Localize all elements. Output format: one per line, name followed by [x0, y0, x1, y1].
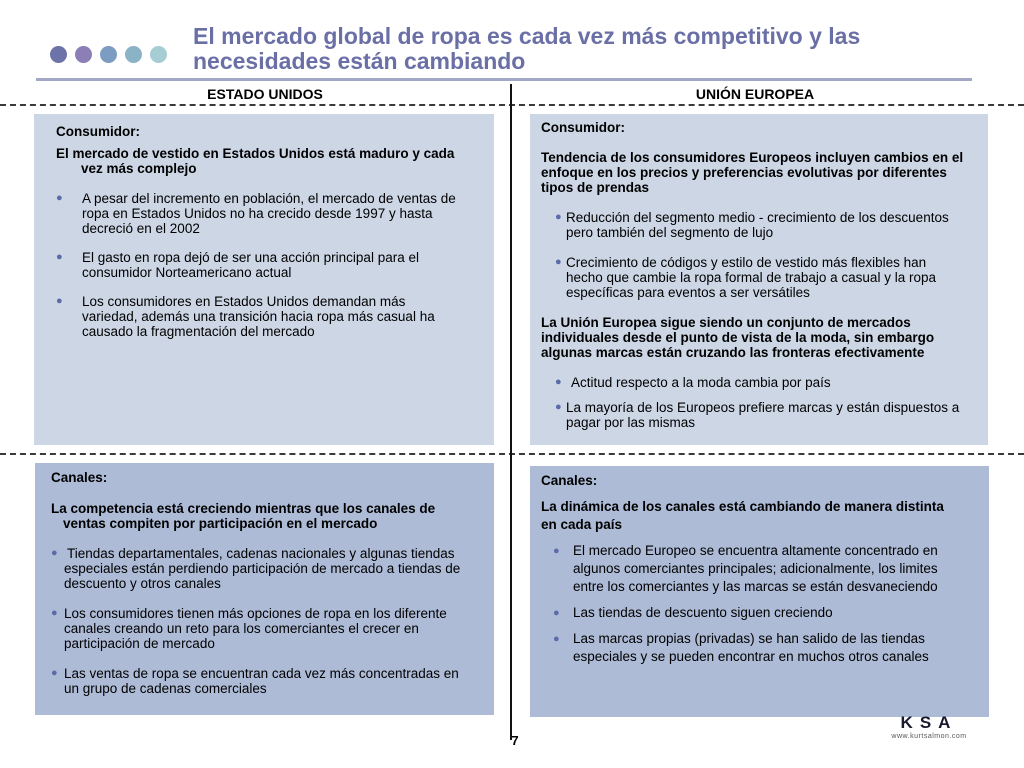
bullet-icon: ● [553, 545, 560, 557]
list-item [56, 250, 464, 280]
column-heading-us: ESTADO UNIDOS [207, 86, 323, 102]
us-consumer-lead: El mercado de vestido en Estados Unidos está maduro y cada vez más complejo [56, 146, 455, 176]
dot-4 [125, 46, 142, 63]
list-item [541, 542, 959, 596]
title-underline [36, 78, 972, 81]
bullet-icon: ● [56, 295, 63, 307]
us-channels-panel [35, 463, 494, 715]
bullet-text: Actitud respecto a la moda cambia por país [571, 375, 831, 390]
list-item [541, 255, 964, 300]
logo-mark: KSA [900, 713, 958, 732]
eu-channels-lead: La dinámica de los canales está cambiando de manera distinta en cada país [541, 499, 944, 532]
bullet-text: El gasto en ropa dejó de ser una acción principal para el consumidor Norteamericano actual [82, 250, 419, 280]
bullet-text: Los consumidores tienen más opciones de ropa en los diferente canales creando un reto para los comerciantes el crecer en participación de mercado [64, 606, 447, 651]
list-item [56, 294, 464, 339]
eu-channels-bullets [541, 542, 959, 666]
dashed-divider-middle [0, 453, 1024, 455]
us-channels-lead: La competencia está creciendo mientras que los canales de ventas compiten por participación en el mercado [51, 501, 436, 531]
bullet-icon: ● [51, 547, 58, 559]
bullet-text: Las tiendas de descuento siguen creciendo [573, 605, 833, 620]
logo-url: www.kurtsalmon.com [891, 733, 967, 740]
bullet-icon: ● [553, 607, 560, 619]
bullet-icon: ● [56, 251, 63, 263]
bullet-icon: ● [555, 211, 562, 223]
column-heading-eu: UNIÓN EUROPEA [695, 86, 815, 102]
bullet-icon: ● [555, 376, 562, 388]
list-item [541, 630, 959, 666]
us-consumer-bullets [56, 191, 464, 339]
list-item [541, 400, 964, 430]
bullet-icon: ● [555, 256, 562, 268]
page-number: 7 [511, 733, 519, 748]
eu-channels-heading: Canales: [541, 473, 598, 488]
dot-3 [100, 46, 117, 63]
us-consumer-heading: Consumidor: [56, 124, 140, 139]
list-item [541, 604, 959, 622]
us-channels-heading: Canales: [51, 470, 108, 485]
bullet-text: A pesar del incremento en población, el mercado de ventas de ropa en Estados Unidos no ha crecido desde 1997 y hasta decreció en el 2002 [82, 191, 456, 236]
list-item [56, 191, 464, 236]
bullet-text: La mayoría de los Europeos prefiere marcas y están dispuestos a pagar por las mismas [566, 400, 960, 430]
dot-2 [75, 46, 92, 63]
bullet-text: Crecimiento de códigos y estilo de vestido más flexibles han hecho que cambie la ropa formal de trabajo a casual y la ropa específicas para eventos a ser versátiles [566, 255, 936, 300]
bullet-text: El mercado Europeo se encuentra altamente concentrado en algunos comerciantes principales; adicionalmente, los limites entre los comerciantes y las marcas se están desvaneciendo [573, 543, 938, 594]
list-item [51, 546, 464, 591]
bullet-icon: ● [51, 607, 58, 619]
list-item [541, 375, 964, 390]
bullet-text: Tiendas departamentales, cadenas nacionales y algunas tiendas especiales están perdiendo participación de mercado a tiendas de descuento y otros canales [64, 546, 461, 591]
list-item [51, 666, 464, 696]
bullet-icon: ● [553, 633, 560, 645]
bullet-text: Las ventas de ropa se encuentran cada vez más concentradas en un grupo de cadenas comerciales [64, 666, 459, 696]
vertical-divider [510, 84, 512, 740]
slide-title [193, 24, 993, 74]
us-consumer-panel [34, 114, 494, 445]
eu-consumer-panel [530, 114, 988, 445]
dot-1 [50, 46, 67, 63]
list-item [51, 606, 464, 651]
eu-consumer-heading: Consumidor: [541, 120, 625, 135]
dot-5 [150, 46, 167, 63]
bullet-icon: ● [56, 192, 63, 204]
eu-channels-panel [530, 466, 989, 717]
eu-consumer-bullets-1 [541, 210, 964, 300]
bullet-text: Los consumidores en Estados Unidos demandan más variedad, además una transición hacia ropa más casual ha causado la fragmentación del mercado [82, 294, 435, 339]
decorative-dots [50, 46, 167, 63]
bullet-text: Reducción del segmento medio - crecimiento de los descuentos pero también del segmento de lujo [566, 210, 949, 240]
slide-title-line-1: El mercado global de ropa es cada vez más competitivo y las [193, 23, 861, 49]
bullet-icon: ● [555, 401, 562, 413]
bullet-text: Las marcas propias (privadas) se han salido de las tiendas especiales y se pueden encontrar en muchos otros canales [573, 631, 929, 664]
bullet-icon: ● [51, 667, 58, 679]
us-channels-bullets [51, 546, 464, 696]
slide-title-line-2: necesidades están cambiando [193, 48, 526, 74]
eu-consumer-lead-2: La Unión Europea sigue siendo un conjunto de mercados individuales desde el punto de vista de la moda, sin embargo algunas marcas están cruzando las fronteras efectivamente [541, 315, 935, 360]
eu-consumer-lead-1: Tendencia de los consumidores Europeos incluyen cambios en el enfoque en los precios y preferencias evolutivas por diferentes tipos de prendas [541, 150, 964, 195]
eu-consumer-bullets-2 [541, 375, 964, 430]
list-item [541, 210, 964, 240]
company-logo [884, 713, 974, 740]
dashed-divider-top [0, 104, 1024, 106]
